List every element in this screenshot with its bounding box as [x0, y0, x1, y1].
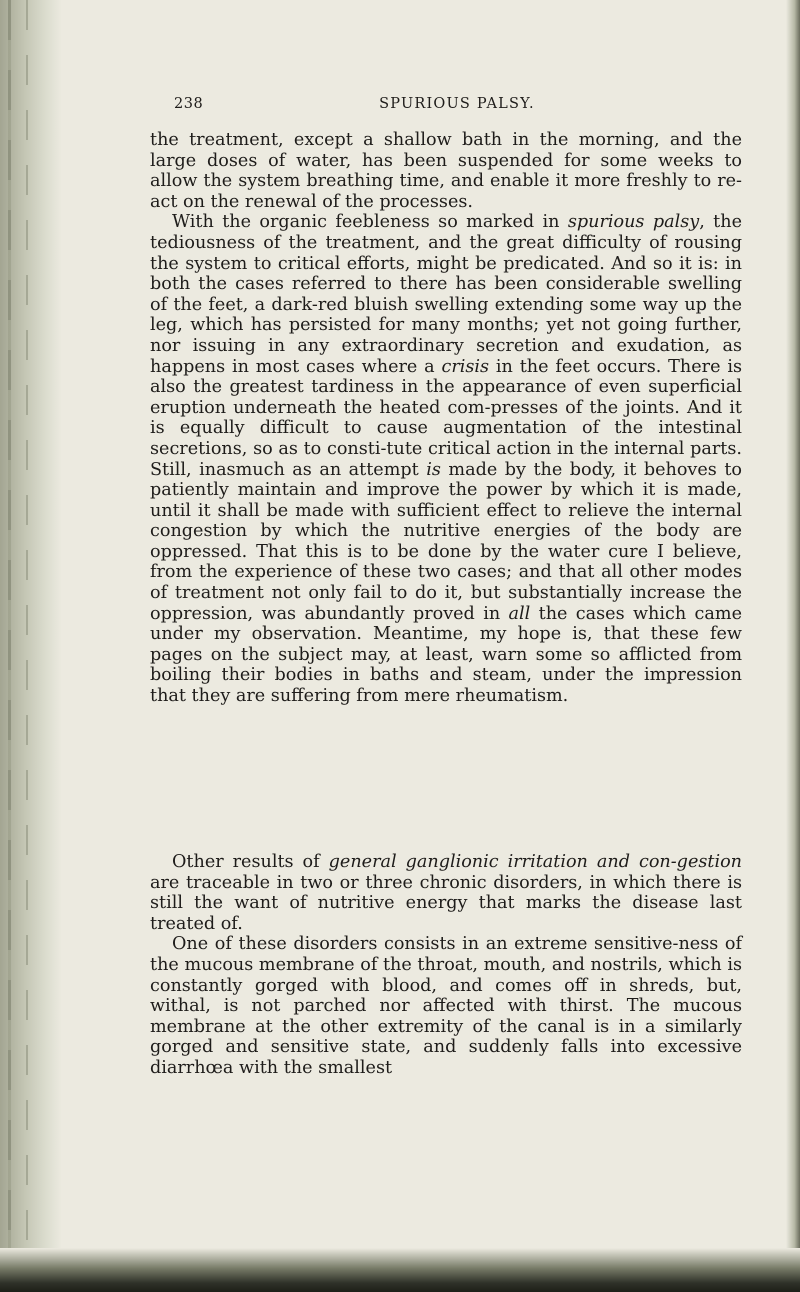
page-edge-right [786, 0, 800, 1292]
paragraph [150, 852, 742, 934]
text-run: Other results of [172, 852, 329, 872]
italic-text: is [426, 459, 441, 480]
paragraph [150, 212, 742, 706]
text-run: the treatment, except a shallow bath in the morning, and the large doses of water, has been suspended for some weeks to allow the system breathing time, and enable it more freshly to re-act on the renewal of the processes. [150, 130, 742, 212]
italic-text: crisis [441, 356, 490, 377]
book-binding-shadow [0, 0, 62, 1292]
paragraph [150, 934, 742, 1078]
page-number: 238 [174, 96, 204, 112]
text-run: the cases which came under my observation. Meantime, my hope is, that these few pages on the subject may, at least, warn some so afflicted from boiling their bodies in baths and steam, under the impression that they are suffering from mere rheumatism. [150, 603, 742, 707]
text-section-1 [150, 130, 742, 707]
text-run: , the tediousness of the treatment, and the great difficulty of rousing the system to critical efforts, might be predicated. And so it is: in both the cases referred to there has been considerable swelling of the feet, a dark-red bluish swelling extending some way up the leg, which has persisted for many months; yet not going further, nor issuing in any extraordinary secretion and exudation, as happens in most cases where a [150, 212, 742, 377]
italic-text: spurious palsy [567, 212, 700, 233]
text-run: With the organic feebleness so marked in [172, 212, 568, 233]
running-head: SPURIOUS PALSY. [379, 96, 535, 112]
text-run: One of these disorders consists in an extreme sensitive-ness of the mucous membrane of the throat, mouth, and nostrils, which is constantly gorged with blood, and comes off in shreds, but, withal, is not parched nor affected with thirst. The mucous membrane at the other extremity of the canal is in a similarly gorged and sensitive state, and suddenly falls into excessive diarrhœa with the smallest [150, 934, 742, 1078]
paragraph [150, 130, 742, 212]
italic-text: general ganglionic irritation and con-gestion [328, 852, 743, 872]
text-section-2 [150, 852, 742, 1079]
text-run: in the feet occurs. There is also the greatest tardiness in the appearance of even superficial eruption underneath the heated com-presses of the joints. And it is equally difficult to cause augmentation of the intestinal secretions, so as to consti-tute critical action in the internal parts. Still, inasmuch as an attempt [150, 356, 742, 480]
text-run: are traceable in two or three chronic disorders, in which there is still the want of nutritive energy that marks the disease last treated of. [150, 872, 742, 934]
page-edge-bottom [0, 1248, 800, 1292]
text-run: made by the body, it behoves to patiently maintain and improve the power by which it is made, until it shall be made with sufficient effect to relieve the internal congestion by which the nutritive energies of the body are oppressed. That this is to be done by the water cure I believe, from the experience of these two cases; and that all other modes of treatment not only fail to do it, but substantially increase the oppression, was abundantly proved in [150, 459, 742, 624]
italic-text: all [508, 603, 531, 624]
page-header [174, 96, 740, 118]
